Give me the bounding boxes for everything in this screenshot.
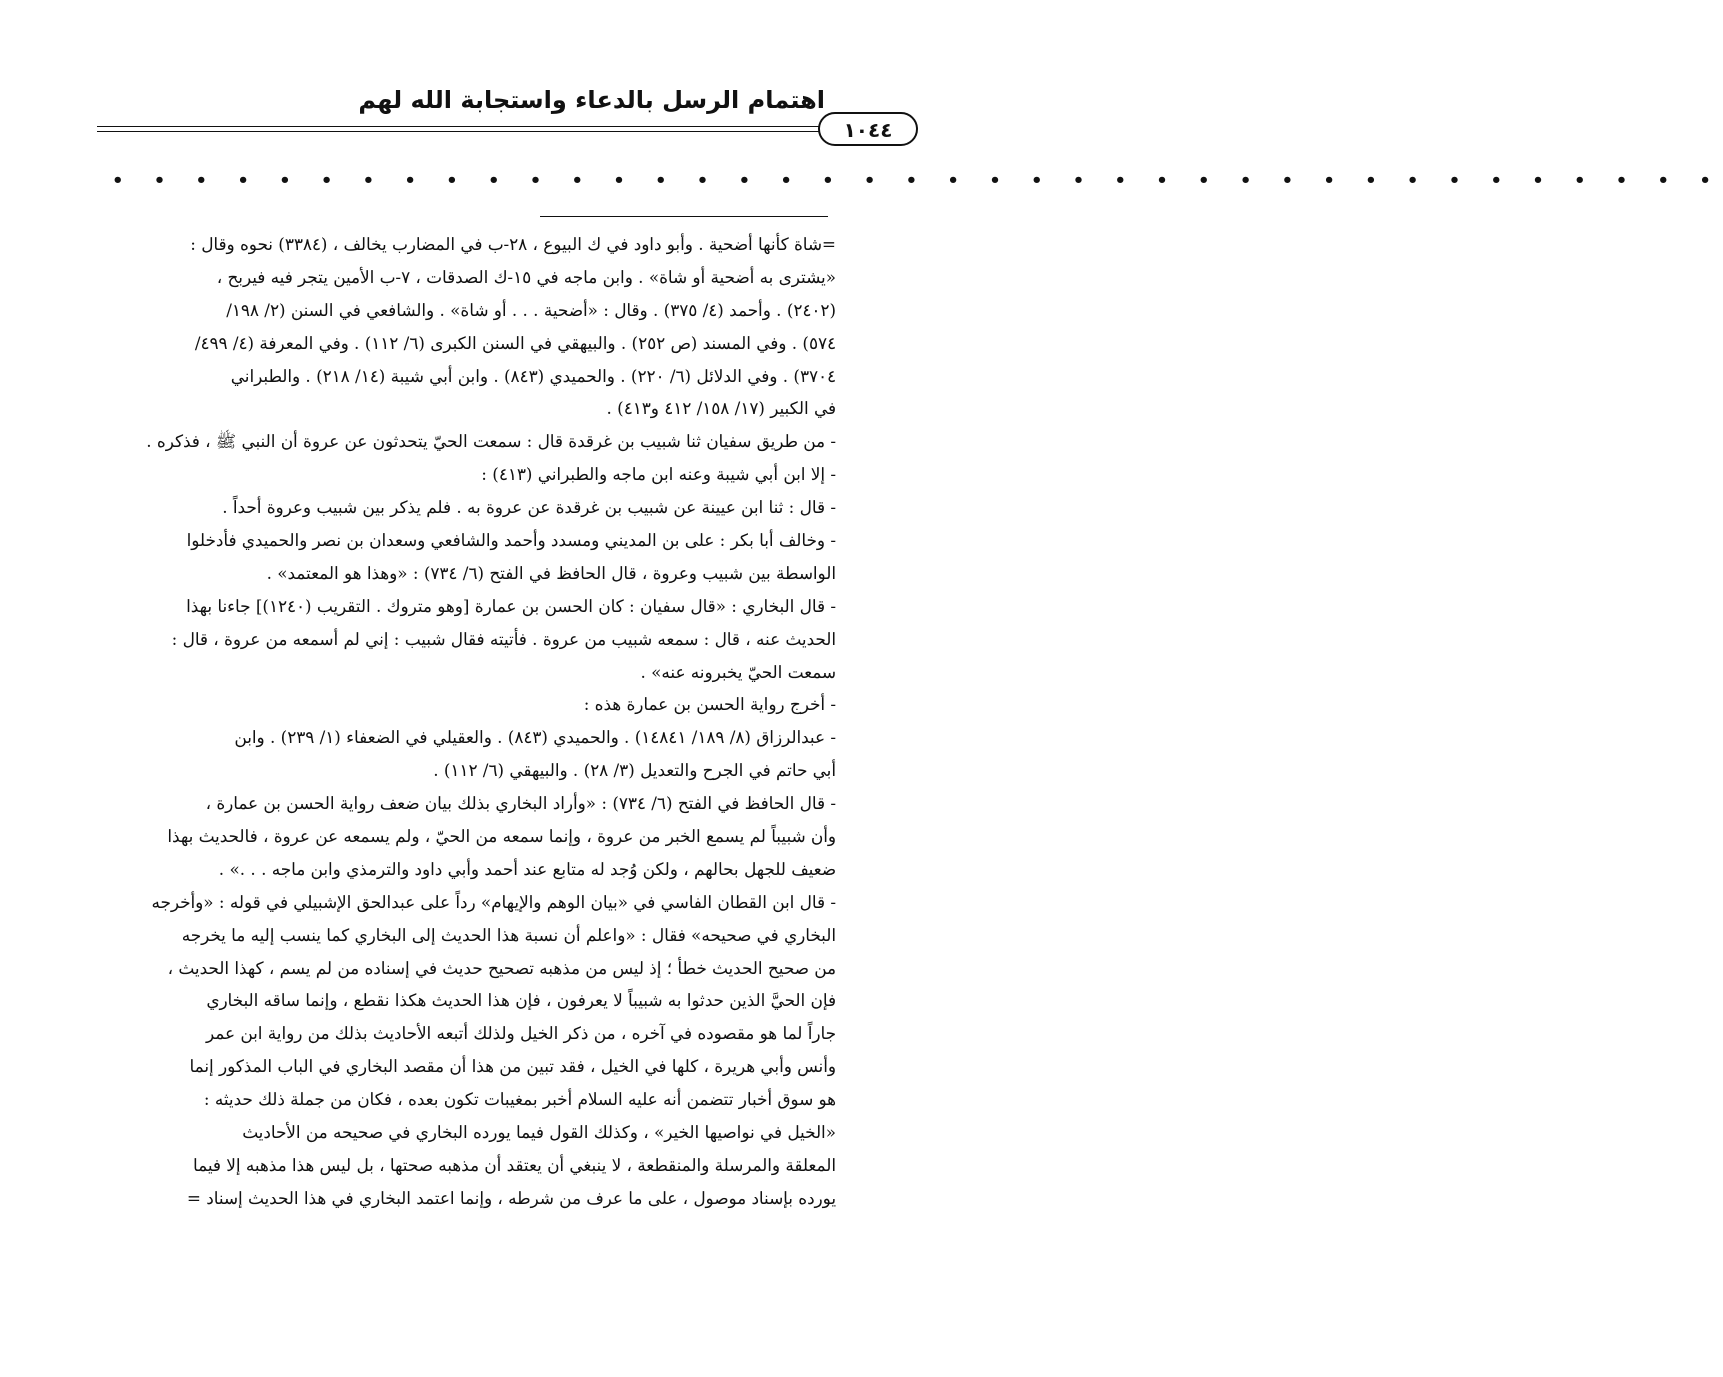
text-line: البخاري في صحيحه» فقال : «واعلم أن نسبة هذا الحديث إلى البخاري كما ينسب إليه ما يخرجه bbox=[181, 924, 836, 945]
text-line: أبي حاتم في الجرح والتعديل (٣/ ٢٨) . والبيهقي (٦/ ١١٢) . bbox=[433, 760, 836, 781]
text-line: ٣٧٠٤) . وفي الدلائل (٦/ ٢٢٠) . والحميدي (٨٤٣) . وابن أبي شيبة (١٤/ ٢١٨) . والطبراني bbox=[230, 365, 836, 386]
text-line: =شاة كأنها أضحية . وأبو داود في ك البيوع ، ٢٨-ب في المضارب يخالف ، (٣٣٨٤) نحوه وقال : bbox=[190, 234, 836, 254]
text-line: - إلا ابن أبي شيبة وعنه ابن ماجه والطبراني (٤١٣) : bbox=[481, 464, 836, 485]
text-line: جاراً لما هو مقصوده في آخره ، من ذكر الخيل ولذلك أتبعه الأحاديث بذلك من رواية ابن عمر bbox=[206, 1023, 836, 1044]
text-line: المعلقة والمرسلة والمنقطعة ، لا ينبغي أن يعتقد أن مذهبه صحتها ، بل ليس هذا مذهبه إلا فيما bbox=[193, 1154, 836, 1175]
text-line: ضعيف للجهل بحالهم ، ولكن وُجد له متابع عند أحمد وأبي داود والترمذي وابن ماجه . . .» . bbox=[218, 858, 836, 879]
text-line: الواسطة بين شبيب وعروة ، قال الحافظ في الفتح (٦/ ٧٣٤) : «وهذا هو المعتمد» . bbox=[266, 562, 836, 583]
header-rule bbox=[97, 126, 820, 132]
text-line: «يشترى به أضحية أو شاة» . وابن ماجه في ١٥-ك الصدقات ، ٧-ب الأمين يتجر فيه فيربح ، bbox=[216, 266, 836, 287]
text-line: وأن شبيباً لم يسمع الخبر من عروة ، وإنما سمعه من الحيّ ، ولم يسمعه عن عروة ، فالحديث بهذا bbox=[167, 826, 836, 847]
text-line: - وخالف أبا بكر : على بن المديني ومسدد وأحمد والشافعي وسعدان بن نصر والحميدي فأدخلوا bbox=[186, 530, 836, 551]
text-line: يورده بإسناد موصول ، على ما عرف من شرطه ، وإنما اعتمد البخاري في هذا الحديث إسناد = bbox=[186, 1187, 836, 1208]
running-head: اهتمام الرسل بالدعاء واستجابة الله لهم bbox=[358, 86, 825, 114]
text-line: - من طريق سفيان ثنا شبيب بن غرقدة قال : سمعت الحيّ يتحدثون عن عروة أن النبي ﷺ ، فذكره . bbox=[146, 431, 836, 452]
text-line: - قال الحافظ في الفتح (٦/ ٧٣٤) : «وأراد البخاري بذلك بيان ضعف رواية الحسن بن عمارة ، bbox=[205, 793, 836, 814]
text-line: من صحيح الحديث خطأ ؛ إذ ليس من مذهبه تصحيح حديث في إسناده من لم يسم ، كهذا الحديث ، bbox=[167, 957, 836, 978]
text-line: - عبدالرزاق (٨/ ١٨٩/ ١٤٨٤١) . والحميدي (٨٤٣) . والعقيلي في الضعفاء (١/ ٢٣٩) . وابن bbox=[234, 727, 836, 748]
text-line: هو سوق أخبار تتضمن أنه عليه السلام أخبر بمغيبات تكون بعده ، فكان من جملة ذلك حديثه : bbox=[203, 1089, 836, 1110]
text-line: «الخيل في نواصيها الخير» ، وكذلك القول فيما يورده البخاري في صحيحه من الأحاديث bbox=[242, 1122, 836, 1143]
page-number: ١٠٤٤ bbox=[818, 112, 918, 146]
text-line: ٥٧٤) . وفي المسند (ص ٢٥٢) . والبيهقي في السنن الكبرى (٦/ ١١٢) . وفي المعرفة (٤/ ٤٩٩/ bbox=[194, 332, 836, 353]
text-line: الحديث عنه ، قال : سمعه شبيب من عروة . فأتيته فقال شبيب : إني لم أسمعه من عروة ، قال : bbox=[171, 628, 836, 649]
text-line: في الكبير (١٧/ ١٥٨/ ٤١٢ و٤١٣) . bbox=[606, 398, 836, 419]
text-line: وأنس وأبي هريرة ، كلها في الخيل ، فقد تبين من هذا أن مقصد البخاري في الباب المذكور إنما bbox=[189, 1056, 836, 1077]
footnote-text bbox=[104, 228, 836, 1215]
text-line: - قال ابن القطان الفاسي في «بيان الوهم والإيهام» رداً على عبدالحق الإشبيلي في قوله : «وأخرجه bbox=[151, 891, 836, 912]
text-line: سمعت الحيّ يخبرونه عنه» . bbox=[640, 661, 836, 682]
text-line: - قال : ثنا ابن عيينة عن شبيب بن غرقدة عن عروة به . فلم يذكر بين شبيب وعروة أحداً . bbox=[222, 497, 836, 518]
footnote-rule bbox=[540, 216, 828, 217]
text-line: - أخرج رواية الحسن بن عمارة هذه : bbox=[583, 694, 836, 715]
text-line: - قال البخاري : «قال سفيان : كان الحسن بن عمارة [وهو متروك . التقريب (١٢٤٠)] جاءنا بهذا bbox=[186, 595, 836, 616]
dotted-separator: • • • • • • • • • • • • • • • • • • • • • • • • • • • • • • • • • • • • • • • bbox=[112, 170, 1723, 191]
text-line: فإن الحيَّ الذين حدثوا به شبيباً لا يعرفون ، فإن هذا الحديث هكذا نقطع ، وإنما ساقه البخاري bbox=[206, 990, 836, 1011]
text-line: (٢٤٠٢) . وأحمد (٤/ ٣٧٥) . وقال : «أضحية . . . أو شاة» . والشافعي في السنن (٢/ ١٩٨/ bbox=[226, 299, 836, 320]
